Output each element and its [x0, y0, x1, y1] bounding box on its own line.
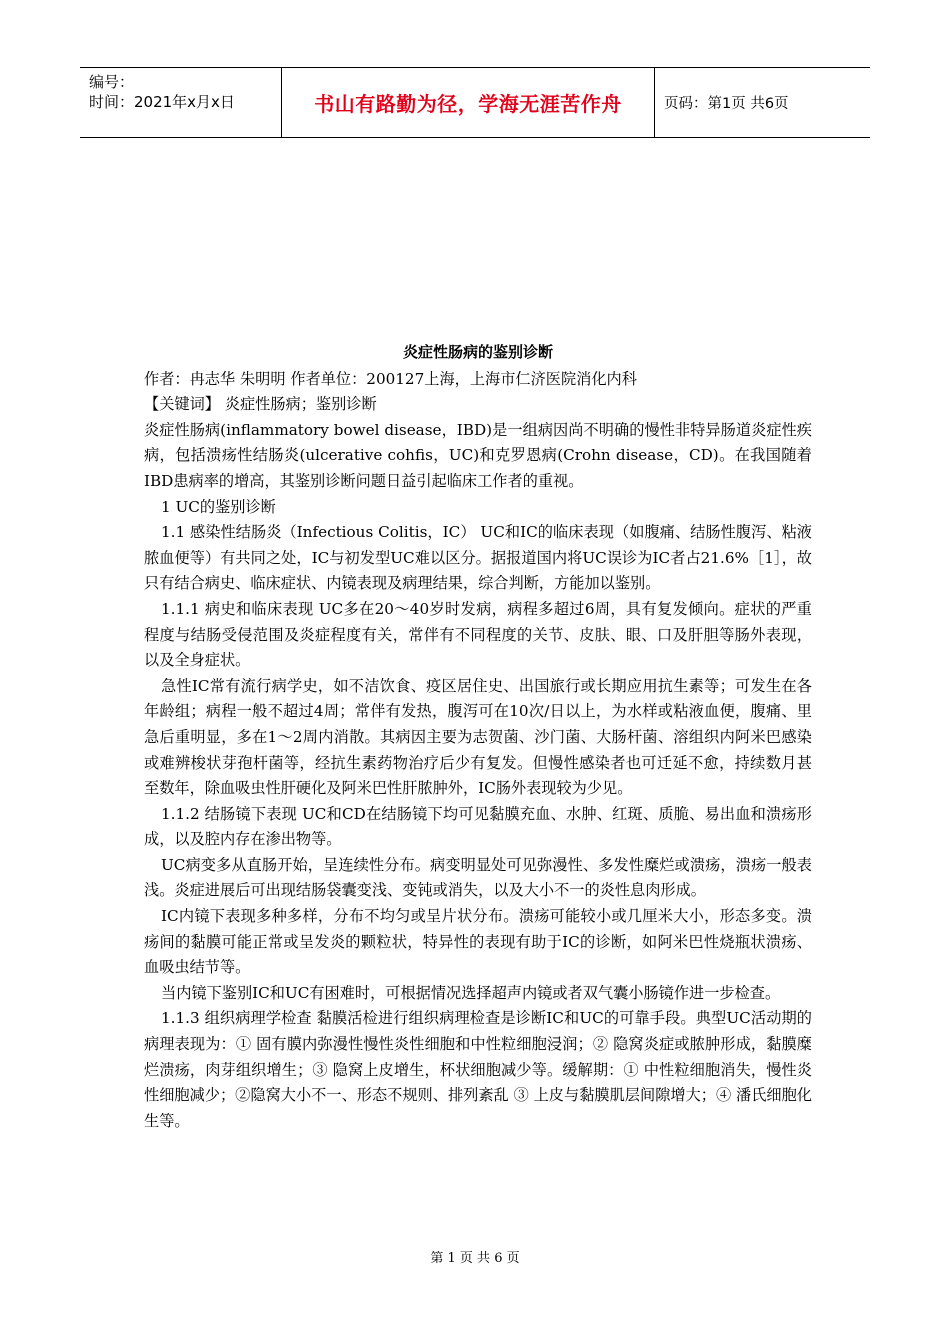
document-number-label: 编号：	[89, 73, 135, 91]
article-authors: 作者：冉志华 朱明明 作者单位：200127上海，上海市仁济医院消化内科	[144, 369, 637, 388]
paragraph: 炎症性肠病(inflammatory bowel disease，IBD)是一组病因尚不明确的慢性非特异肠道炎症性疾病，包括溃疡性结肠炎(ulcerative cohfis，UC)和克罗恩病(Crohn disease，CD)。在我国随着IBD患病率的增高，其鉴别诊断问题日益引起临床工作者的重视。	[144, 420, 812, 490]
paragraph: 急性IC常有流行病学史，如不洁饮食、疫区居住史、出国旅行或长期应用抗生素等；可发生在各年龄组；病程一般不超过4周；常伴有发热，腹泻可在10次/日以上，为水样或粘液血便，腹痛、里急后重明显，多在1～2周内消散。其病因主要为志贺菌、沙门菌、大肠杆菌、溶组织内阿米巴感染或难辨梭状芽孢杆菌等，经抗生素药物治疗后少有复发。但慢性感染者也可迁延不愈，持续数月甚至数年，除血吸虫性肝硬化及阿米巴性肝脓肿外，IC肠外表现较为少见。	[144, 676, 812, 798]
paragraph: IC内镜下表现多种多样，分布不均匀或呈片状分布。溃疡可能较小或几厘米大小，形态多变。溃疡间的黏膜可能正常或呈发炎的颗粒状，特异性的表现有助于IC的诊断，如阿米巴性烧瓶状溃疡、血吸虫结节等。	[144, 907, 812, 977]
page-footer: 第 1 页 共 6 页	[430, 1251, 520, 1266]
paragraph: UC病变多从直肠开始，呈连续性分布。病变明显处可见弥漫性、多发性糜烂或溃疡，溃疡一般表浅。炎症进展后可出现结肠袋囊变浅、变钝或消失，以及大小不一的炎性息肉形成。	[144, 855, 812, 900]
document-header	[80, 67, 870, 138]
section-heading: 1 UC的鉴别诊断	[161, 497, 276, 516]
paragraph: 1.1 感染性结肠炎（Infectious Colitis，IC） UC和IC的临床表现（如腹痛、结肠性腹泻、粘液脓血便等）有共同之处，IC与初发型UC难以区分。据报道国内将UC误诊为IC者占21.6%［1］，故只有结合病史、临床症状、内镜表现及病理结果，综合判断，方能加以鉴别。	[144, 523, 812, 593]
article-title: 炎症性肠病的鉴别诊断	[402, 343, 553, 361]
article-body	[144, 340, 812, 1134]
article-keywords: 【关键词】 炎症性肠病；鉴别诊断	[144, 395, 377, 414]
header-meta	[89, 72, 279, 112]
paragraph: 当内镜下鉴别IC和UC有困难时，可根据情况选择超声内镜或者双气囊小肠镜作进一步检查。	[161, 983, 781, 1002]
header-page-info: 页码：第1页 共6页	[664, 96, 789, 112]
paragraph: 1.1.3 组织病理学检查 黏膜活检进行组织病理检查是诊断IC和UC的可靠手段。典型UC活动期的病理表现为：① 固有膜内弥漫性慢性炎性细胞和中性粒细胞浸润；② 隐窝炎症或脓肿形成，黏膜糜烂溃疡，肉芽组织增生；③ 隐窝上皮增生，杯状细胞减少等。缓解期：① 中性粒细胞消失，慢性炎性细胞减少；②隐窝大小不一、形态不规则、排列紊乱 ③ 上皮与黏膜肌层间隙增大；④ 潘氏细胞化生等。	[144, 1009, 812, 1130]
header-motto: 书山有路勤为径，学海无涯苦作舟	[281, 68, 655, 137]
document-time: 时间：2021年x月x日	[89, 93, 235, 111]
paragraph: 1.1.1 病史和临床表现 UC多在20～40岁时发病，病程多超过6周，具有复发倾向。症状的严重程度与结肠受侵范围及炎症程度有关，常伴有不同程度的关节、皮肤、眼、口及肝胆等肠外表现，以及全身症状。	[144, 599, 812, 670]
paragraph: 1.1.2 结肠镜下表现 UC和CD在结肠镜下均可见黏膜充血、水肿、红斑、质脆、易出血和溃疡形成，以及腔内存在渗出物等。	[144, 804, 812, 849]
